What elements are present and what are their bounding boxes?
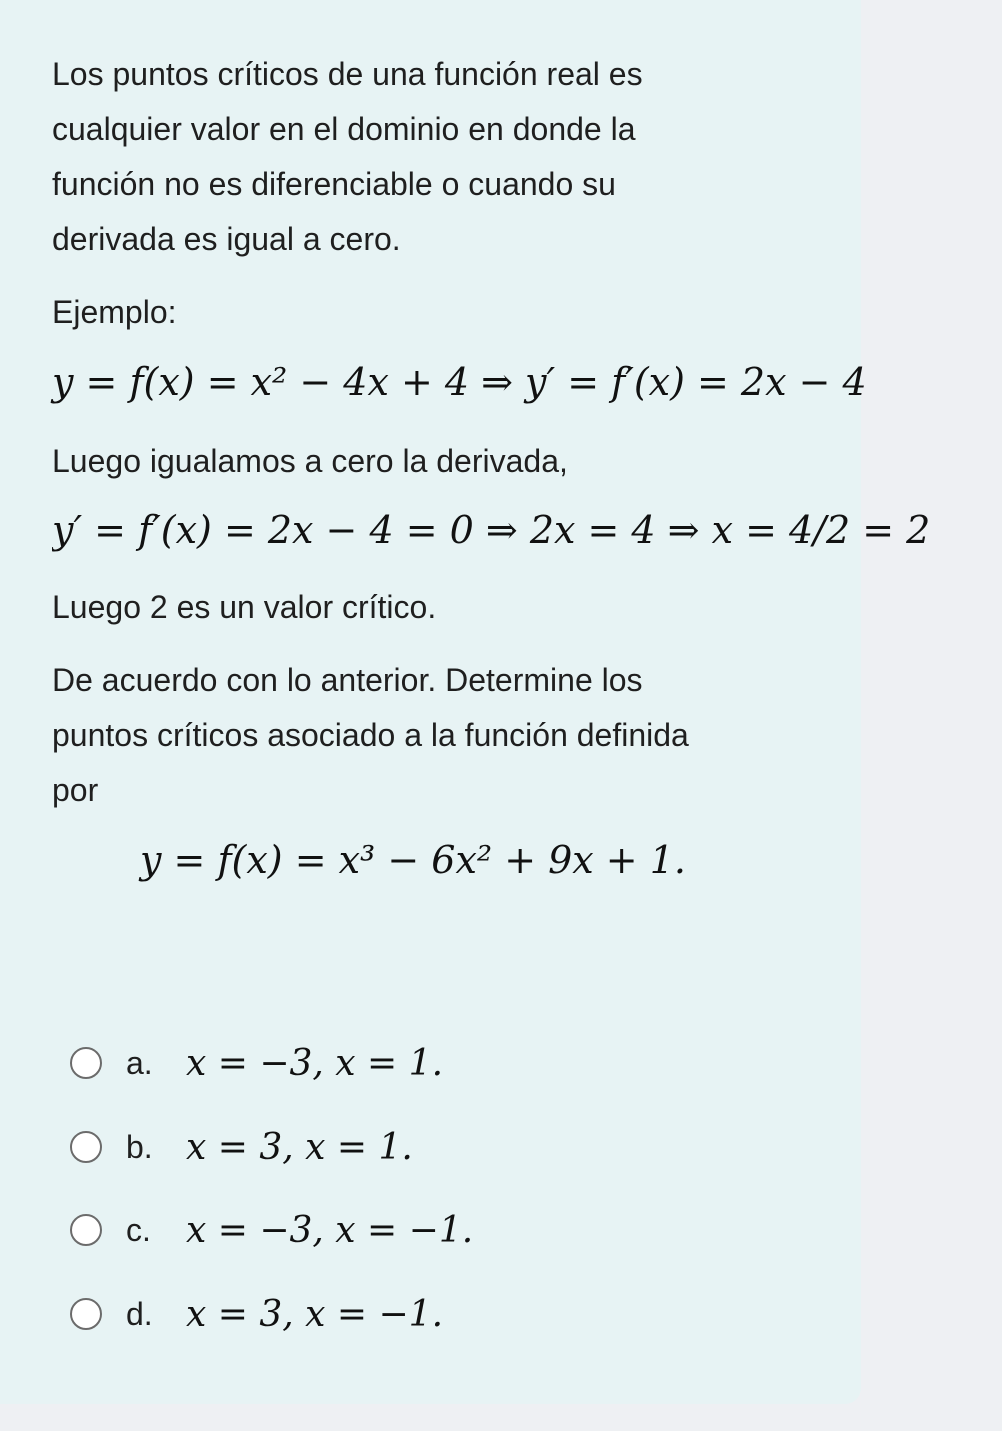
critical-value-text: Luego 2 es un valor crítico.: [52, 589, 437, 625]
right-gutter: [861, 0, 1002, 1431]
option-b-text: x = 3, x = 1.: [186, 1126, 413, 1168]
option-a-text: x = −3, x = 1.: [186, 1042, 444, 1084]
option-d[interactable]: [70, 1294, 443, 1334]
intro-line-2: cualquier valor en el dominio en donde la: [52, 111, 636, 147]
radio-b[interactable]: [70, 1131, 102, 1163]
option-b[interactable]: [70, 1127, 413, 1167]
intro-line-4: derivada es igual a cero.: [52, 221, 401, 257]
radio-a[interactable]: [70, 1047, 102, 1079]
example-equation: y = f(x) = x² − 4x + 4 ⇒ y′ = f′(x) = 2x − 4: [52, 360, 867, 404]
derivative-equation: y′ = f′(x) = 2x − 4 = 0 ⇒ 2x = 4 ⇒ x = 4/2 = 2: [52, 508, 931, 552]
radio-c[interactable]: [70, 1214, 102, 1246]
luego-derivative-text: Luego igualamos a cero la derivada,: [52, 443, 568, 479]
option-c-text: x = −3, x = −1.: [186, 1209, 474, 1251]
intro-line-1: Los puntos críticos de una función real es: [52, 56, 643, 92]
option-b-letter: b.: [126, 1128, 153, 1165]
option-c-letter: c.: [126, 1211, 151, 1248]
question-line-3: por: [52, 772, 99, 808]
option-d-text: x = 3, x = −1.: [186, 1293, 444, 1335]
question-line-1: De acuerdo con lo anterior. Determine los: [52, 662, 643, 698]
question-line-2: puntos críticos asociado a la función definida: [52, 717, 689, 753]
option-a-letter: a.: [126, 1044, 153, 1081]
example-label: Ejemplo:: [52, 294, 177, 330]
function-equation: y = f(x) = x³ − 6x² + 9x + 1.: [140, 838, 686, 882]
option-d-letter: d.: [126, 1295, 153, 1332]
option-c[interactable]: [70, 1210, 473, 1250]
radio-d[interactable]: [70, 1298, 102, 1330]
option-a[interactable]: [70, 1043, 443, 1083]
intro-line-3: función no es diferenciable o cuando su: [52, 166, 616, 202]
